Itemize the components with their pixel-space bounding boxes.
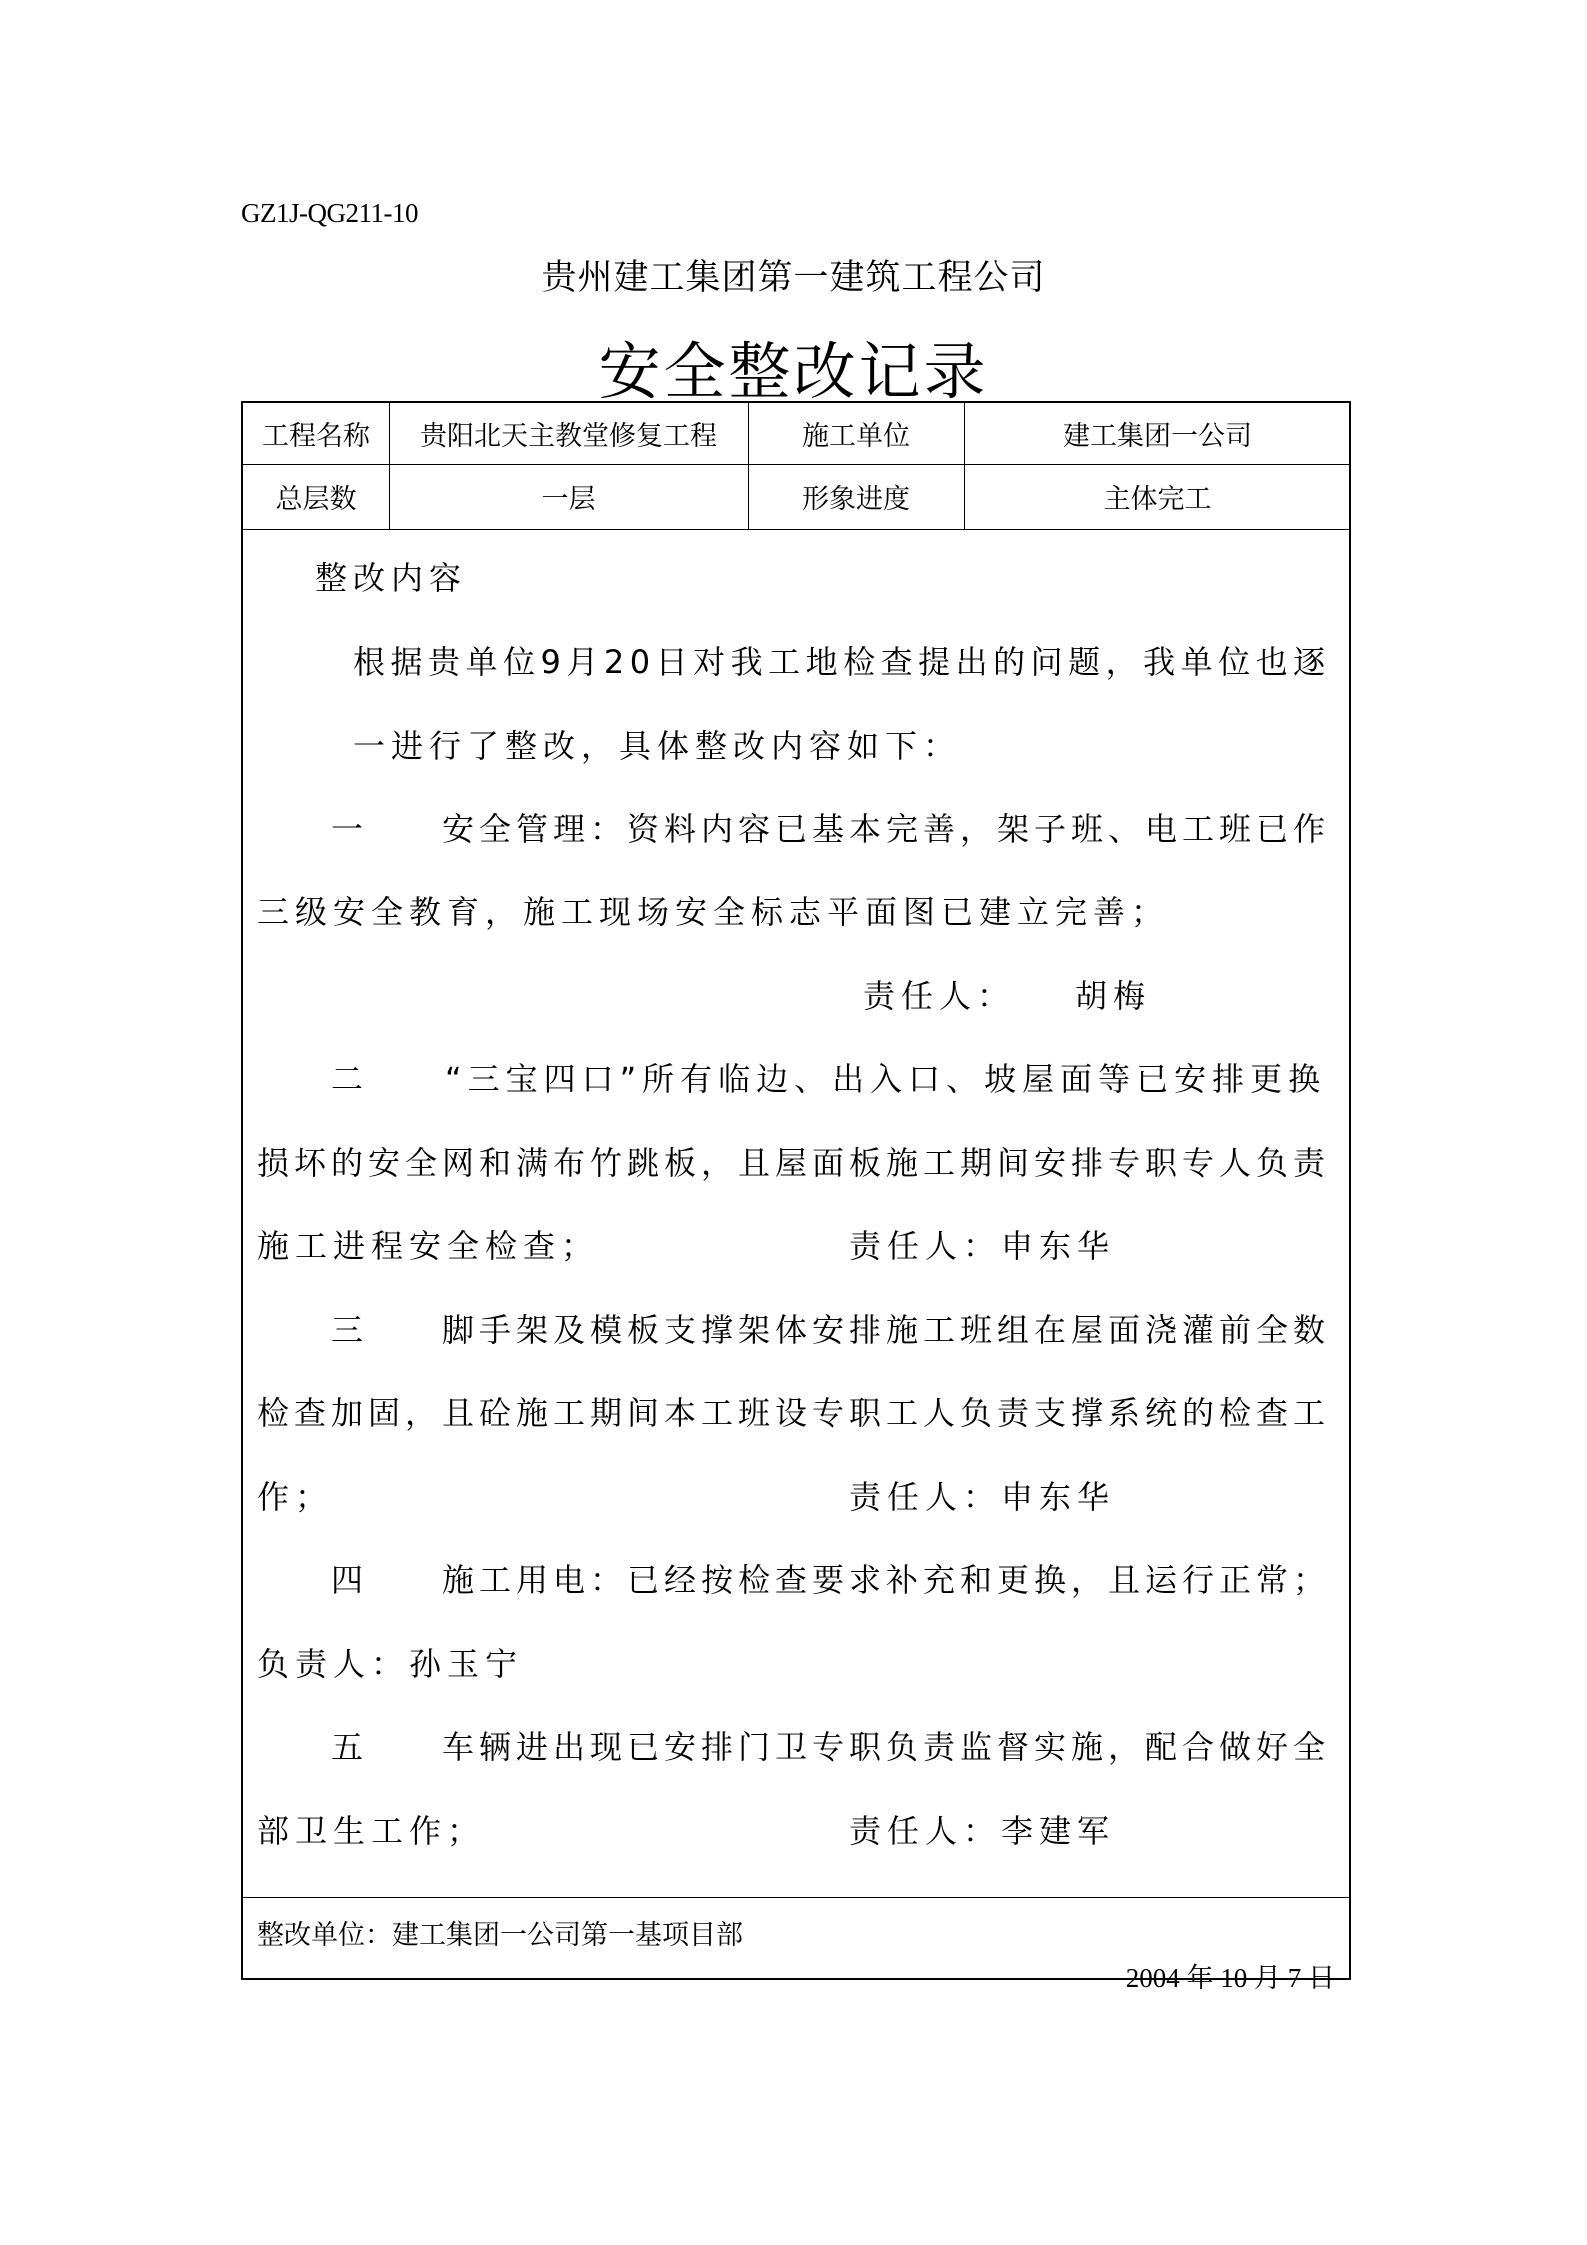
label-construction-unit: 施工单位 (802, 421, 910, 451)
label-total-floors: 总层数 (275, 484, 357, 514)
content-line: 五 车辆进出现已安排门卫专职负责监督实施，配合做好全 (331, 1728, 1331, 1766)
content-heading: 整改内容 (315, 559, 468, 597)
label-progress: 形象进度 (802, 484, 910, 514)
record-table (241, 401, 1351, 1993)
content-line: 责任人： 胡梅 (863, 977, 1152, 1015)
content-line: 作； 责任人：申东华 (257, 1478, 1116, 1516)
content-line: 二 “三宝四口”所有临边、出入口、坡屋面等已安排更换 (331, 1060, 1327, 1098)
label-project-name: 工程名称 (262, 421, 370, 451)
rectification-unit: 整改单位：建工集团一公司第一基项目部 (257, 1920, 743, 1950)
content-line: 四 施工用电：已经按检查要求补充和更换，且运行正常； (331, 1561, 1331, 1599)
page-title: 安全整改记录 (598, 339, 989, 407)
content-line: 损坏的安全网和满布竹跳板，且屋面板施工期间安排专职专人负责 (257, 1144, 1331, 1182)
content-line: 负责人：孙玉宁 (257, 1645, 524, 1683)
content-line: 根据贵单位9月20日对我工地检查提出的问题，我单位也逐 (353, 643, 1331, 681)
value-progress: 主体完工 (1103, 484, 1212, 514)
value-construction-unit: 建工集团一公司 (1063, 421, 1252, 451)
content-line: 检查加固，且砼施工期间本工班设专职工人负责支撑系统的检查工 (257, 1394, 1331, 1432)
content-line: 三 脚手架及模板支撑架体安排施工班组在屋面浇灌前全数 (331, 1311, 1331, 1349)
content-line: 部卫生工作； 责任人：李建军 (257, 1812, 1116, 1850)
row-divider (243, 529, 1349, 530)
content-line: 一进行了整改，具体整改内容如下： (353, 727, 962, 765)
content-line: 施工进程安全检查； 责任人：申东华 (257, 1227, 1116, 1265)
record-date: 2004 年 10 月 7 日 (1125, 1963, 1335, 1993)
company-name: 贵州建工集团第一建筑工程公司 (541, 258, 1046, 297)
value-total-floors: 一层 (541, 484, 596, 514)
value-project-name: 贵阳北天主教堂修复工程 (420, 421, 717, 451)
content-line: 三级安全教育，施工现场安全标志平面图已建立完善； (257, 893, 1170, 931)
footer-divider (243, 1897, 1349, 1898)
content-line: 一 安全管理：资料内容已基本完善，架子班、电工班已作 (331, 810, 1331, 848)
document-code: GZ1J-QG211-10 (241, 198, 418, 228)
